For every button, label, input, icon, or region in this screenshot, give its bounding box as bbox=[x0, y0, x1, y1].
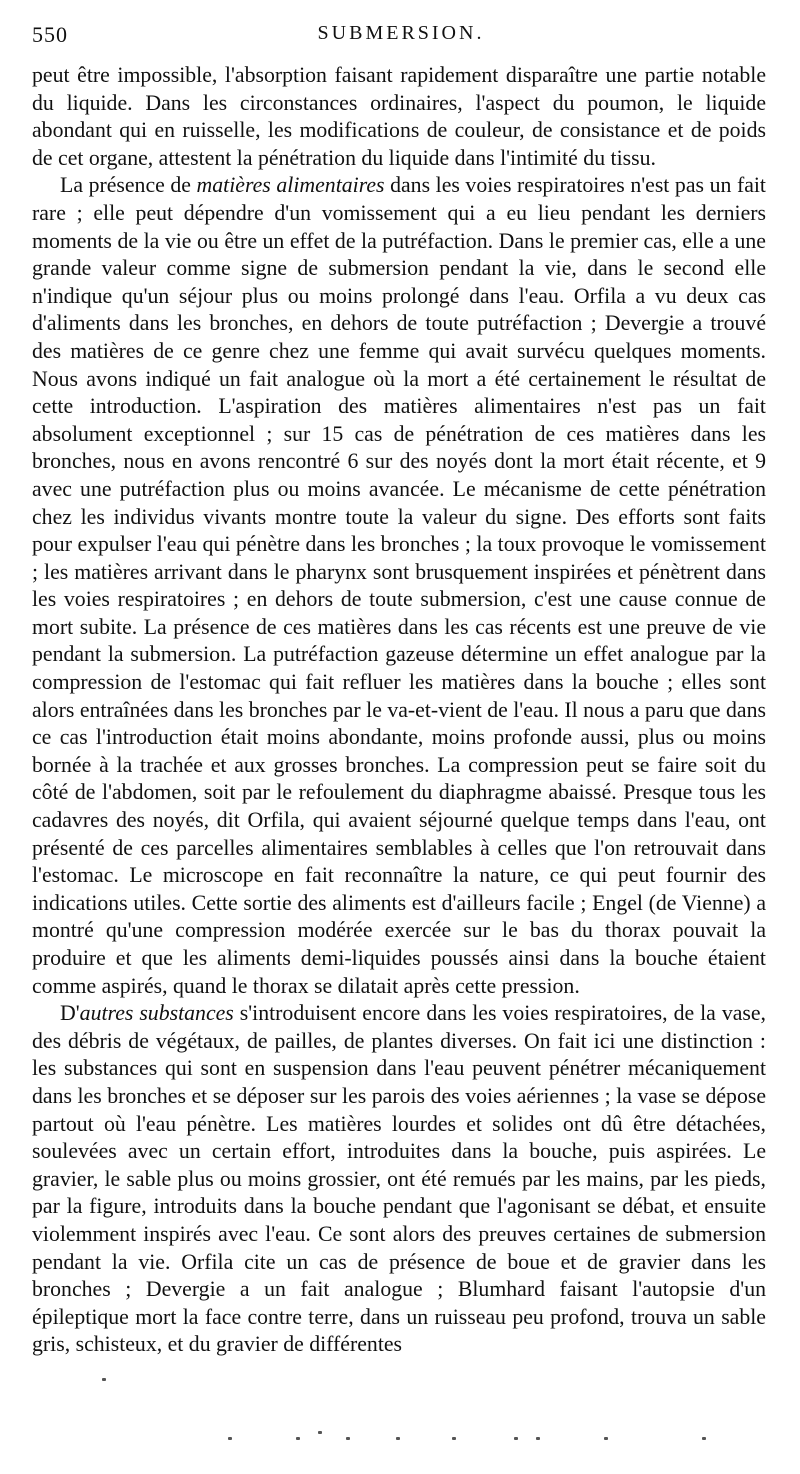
emphasis-other-substances: autres substances bbox=[79, 1001, 234, 1026]
page-header bbox=[32, 22, 770, 52]
print-speck bbox=[318, 1431, 322, 1434]
print-speck bbox=[396, 1437, 400, 1440]
paragraph-other-substances-body: s'introduisent encore dans les voies respiratoires, de la vase, des débris de végétaux, de pailles, de plantes diverses. On fait ici une distinction : les substances qui sont en suspension dans l'eau peuvent pénétrer mécaniquement dans les bronches et se déposer sur les parois des voies aériennes ; la vase se dépose partout où l'eau pénètre. Les matières lourdes et solides ont dû être détachées, soulevées avec un certain effort, introduites dans la bouche, puis aspirées. Le gravier, le sable plus ou moins grossier, ont été remués par les mains, par les pieds, par la figure, introduits dans la bouche pendant que l'agonisant se débat, et ensuite violemment inspirés avec l'eau. Ce sont alors des preuves certaines de submersion pendant la vie. Orfila cite un cas de présence de boue et de gravier dans les bronches ; Devergie a un fait analogue ; Blumhard faisant l'autopsie d'un épileptique mort la face contre terre, dans un ruisseau peu profond, trouva un sable gris, schisteux, et du gravier de différentes bbox=[32, 1001, 766, 1357]
paragraph-other-substances-lead: D' bbox=[60, 1001, 80, 1026]
print-speck bbox=[452, 1437, 456, 1440]
running-title: SUBMERSION. bbox=[317, 22, 485, 44]
paragraph-food-matter-body: dans les voies respiratoires n'est pas un fait rare ; elle peut dépendre d'un vomissement qui a eu lieu pendant les derniers moments de la vie ou être un effet de la putréfaction. Dans le premier cas, elle a une grande valeur comme signe de submersion pendant la vie, dans le second elle n'indique qu'un séjour plus ou moins prolongé dans l'eau. Orfila a vu deux cas d'aliments dans les bronches, en dehors de toute putréfaction ; Devergie a trouvé des matières de ce genre chez une femme qui avait survécu quelques moments. Nous avons indiqué un fait analogue où la mort a été certainement le résultat de cette introduction. L'aspiration des matières alimentaires n'est pas un fait absolument exceptionnel ; sur 15 cas de pénétration de ces matières dans les bronches, nous en avons rencontré 6 sur des noyés dont la mort était récente, et 9 avec une putréfaction plus ou moins avancée. Le mécanisme de cette pénétration chez les individus vivants montre toute la valeur du signe. Des efforts sont faits pour expulser l'eau qui pénètre dans les bronches ; la toux provoque le vomissement ; les matières arrivant dans le pharynx sont brusquement inspirées et pénètrent dans les voies respiratoires ; en dehors de toute submersion, c'est une cause connue de mort subite. La présence de ces matières dans les cas récents est une preuve de vie pendant la submersion. La putréfaction gazeuse détermine un effet analogue par la compression de l'estomac qui fait refluer les matières dans la bouche ; elles sont alors entraînées dans les bronches par le va-et-vient de l'eau. Il nous a paru que dans ce cas l'introduction était moins abondante, moins profonde aussi, plus ou moins bornée à la trachée et aux grosses bronches. La compression peut se faire soit du côté de l'abdomen, soit par le refoulement du diaphragme abaissé. Presque tous les cadavres des noyés, dit Orfila, qui avaient séjourné quelque temps dans l'eau, ont présenté de ces parcelles alimentaires semblables à celles que l'on retrouvait dans l'estomac. Le microscope en fait reconnaître la nature, ce qui peut fournir des indications utiles. Cette sortie des aliments est d'ailleurs facile ; Engel (de Vienne) a montré qu'une compression modérée exercée sur le bas du thorax pouvait la produire et que les aliments demi-liquides poussés ainsi dans la bouche étaient comme aspirés, quand le thorax se dilatait après cette pression. bbox=[32, 173, 766, 998]
paragraph-food-matter bbox=[32, 172, 766, 1000]
emphasis-food-matter: matières alimentaires bbox=[196, 173, 385, 198]
print-speck bbox=[296, 1437, 300, 1440]
paragraph-food-matter-lead: La présence de bbox=[60, 173, 197, 198]
print-speck bbox=[604, 1437, 608, 1440]
print-speck bbox=[536, 1437, 540, 1440]
paragraph-other-substances bbox=[32, 1000, 766, 1359]
print-speck bbox=[514, 1437, 518, 1440]
print-speck bbox=[102, 1378, 106, 1381]
print-speck bbox=[702, 1437, 706, 1440]
page-number: 550 bbox=[32, 22, 68, 47]
paragraph-lung-absorption: peut être impossible, l'absorption faisant rapidement disparaître une partie notable du liquide. Dans les circonstances ordinaires, l'aspect du poumon, le liquide abondant qui en ruisselle, les modifications de couleur, de consistance et de poids de cet organe, attestent la pénétration du liquide dans l'intimité du tissu. bbox=[32, 63, 766, 170]
print-speck bbox=[228, 1437, 232, 1440]
print-speck bbox=[346, 1437, 350, 1440]
body-text bbox=[32, 62, 766, 1359]
